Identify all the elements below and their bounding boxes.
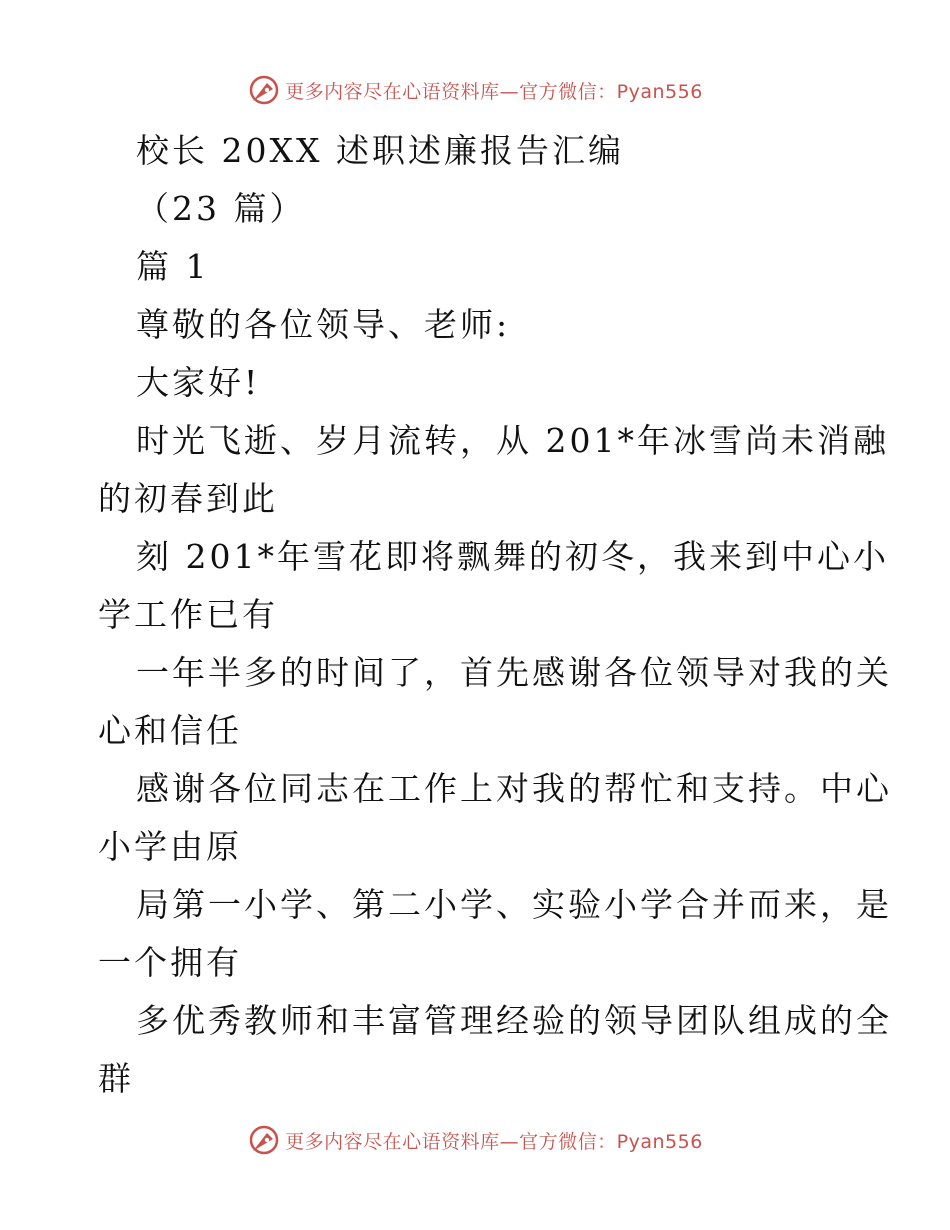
text-line: 一个拥有: [98, 943, 242, 982]
text-line: 局第一小学、第二小学、实验小学合并而来，是: [136, 885, 892, 924]
document-subtitle: （23 篇）: [136, 189, 306, 228]
document-body: [98, 122, 892, 1108]
text-line: 的初春到此: [98, 479, 278, 518]
text-line: 感谢各位同志在工作上对我的帮忙和支持。中心: [136, 769, 892, 808]
text-line: 一年半多的时间了，首先感谢各位领导对我的关: [136, 653, 892, 692]
text-line: 心和信任: [98, 711, 242, 750]
text-line: 多优秀教师和丰富管理经验的领导团队组成的全: [136, 1001, 892, 1040]
text-line: 时光飞逝、岁月流转，从 201*年冰雪尚未消融: [136, 421, 889, 460]
text-line: 群: [98, 1059, 134, 1098]
banner-text: 更多内容尽在心语资料库—官方微信：Pyan556: [285, 80, 703, 103]
pen-nib-logo-icon: [247, 73, 281, 107]
banner-text: 更多内容尽在心语资料库—官方微信：Pyan556: [285, 1130, 703, 1153]
text-line: 篇 1: [136, 247, 210, 286]
text-line: 学工作已有: [98, 595, 278, 634]
document-title: 校长 20XX 述职述廉报告汇编: [136, 131, 624, 170]
text-line: 小学由原: [98, 827, 242, 866]
footer-banner: [0, 1120, 950, 1160]
header-banner: [0, 70, 950, 110]
text-line: 大家好!: [136, 363, 261, 402]
text-line: 刻 201*年雪花即将飘舞的初冬，我来到中心小: [136, 537, 889, 576]
text-line: 尊敬的各位领导、老师:: [136, 305, 511, 344]
pen-nib-logo-icon: [247, 1123, 281, 1157]
